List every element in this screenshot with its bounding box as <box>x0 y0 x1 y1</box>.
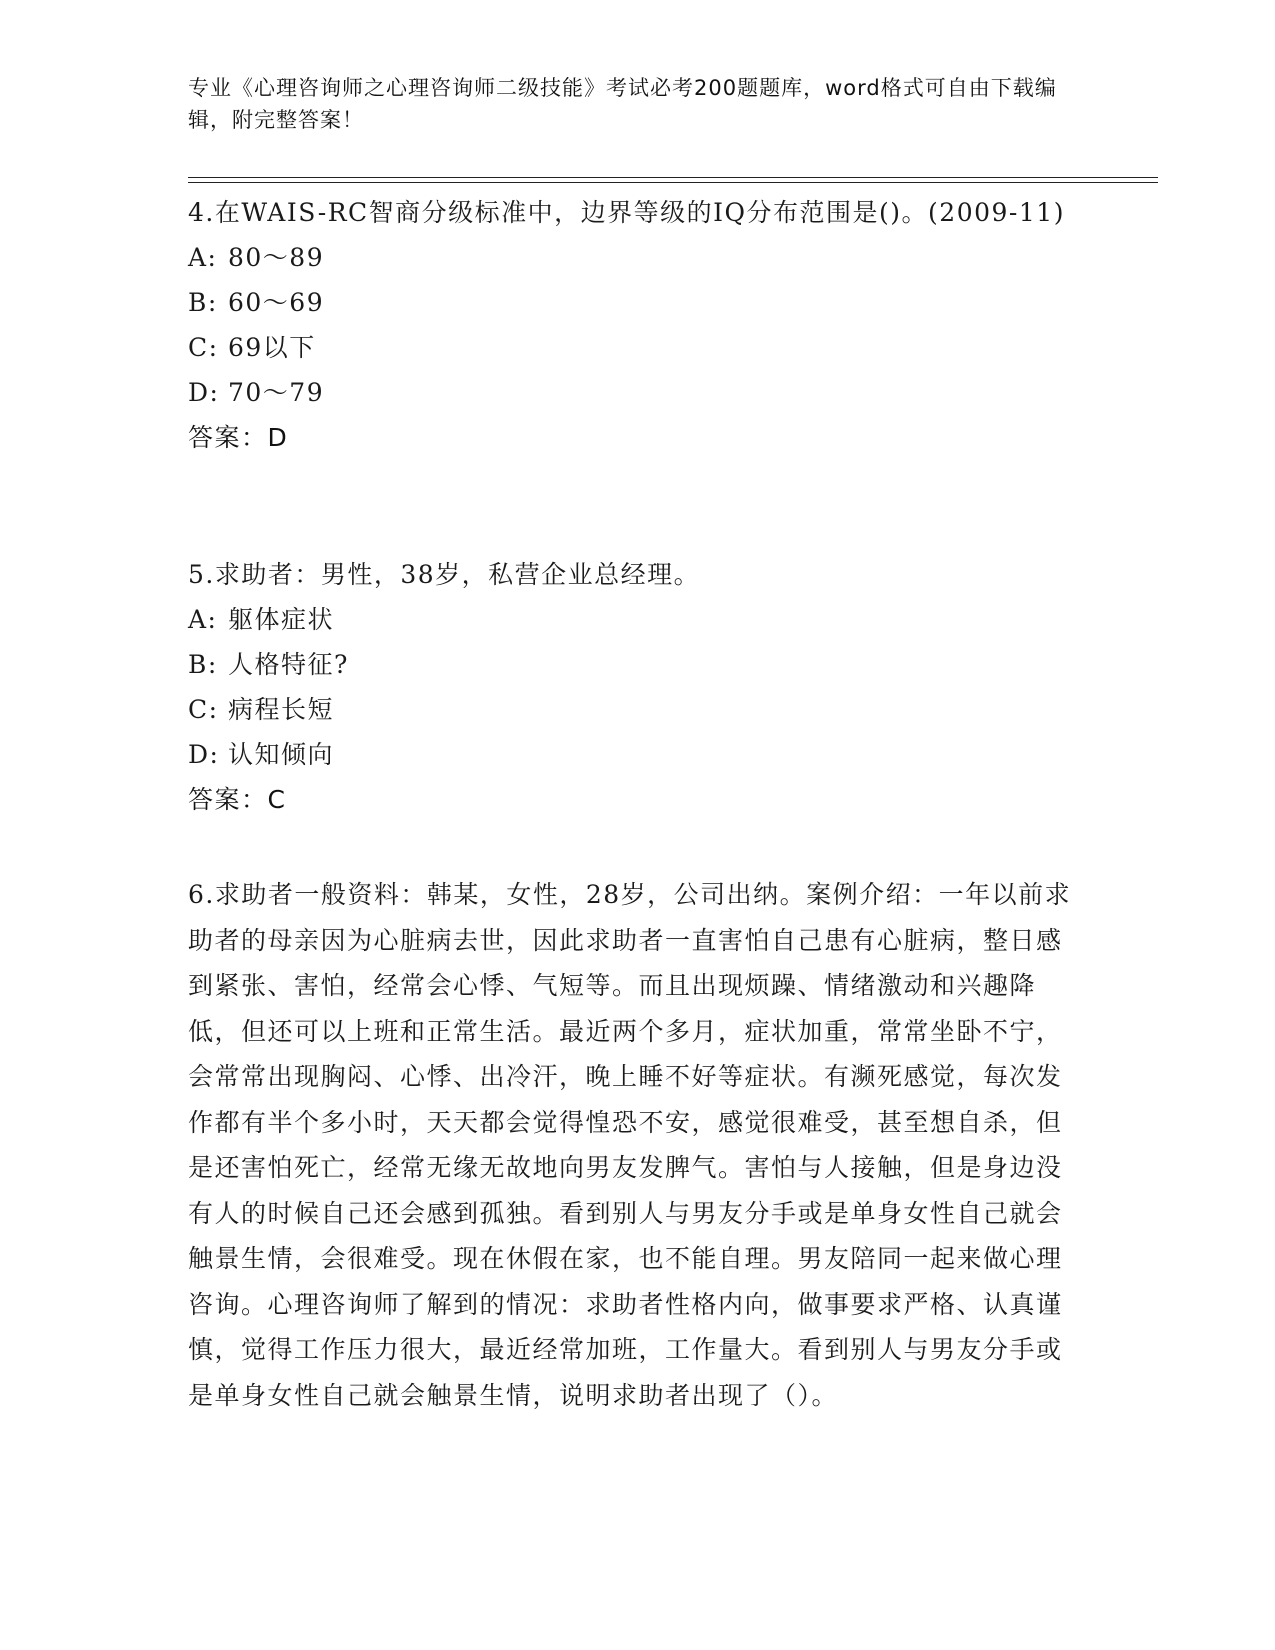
option-text: 69以下 <box>228 333 316 362</box>
option-text: 人格特征? <box>228 650 349 679</box>
option-key: C: <box>188 333 219 362</box>
option-text: 60～69 <box>228 288 325 317</box>
option-key: A: <box>188 605 218 634</box>
answer-line: 答案：D <box>188 423 289 452</box>
option-text: 病程长短 <box>228 695 335 724</box>
question-6 <box>188 872 1073 1418</box>
option-key: B: <box>188 288 218 317</box>
option-text: 80～89 <box>228 243 325 272</box>
answer-line: 答案：C <box>188 785 287 814</box>
option-key: D: <box>188 378 220 407</box>
option-key: C: <box>188 695 219 724</box>
question-4 <box>188 190 1073 460</box>
option-text: 70～79 <box>228 378 325 407</box>
option-text: 躯体症状 <box>228 605 335 634</box>
header-divider-top <box>188 177 1158 178</box>
option-c <box>188 325 1073 370</box>
header-divider-bottom <box>188 182 1158 183</box>
question-stem: 6.求助者一般资料：韩某，女性，28岁，公司出纳。案例介绍：一年以前求助者的母亲因为心脏病去世，因此求助者一直害怕自己患有心脏病，整日感到紧张、害怕，经常会心悸、气短等。而且出现烦躁、情绪激动和兴趣降低，但还可以上班和正常生活。最近两个多月，症状加重，常常坐卧不宁，会常常出现胸闷、心悸、出冷汗，晚上睡不好等症状。有濒死感觉，每次发作都有半个多小时，天天都会觉得惶恐不安，感觉很难受，甚至想自杀，但是还害怕死亡，经常无缘无故地向男友发脾气。害怕与人接触，但是身边没有人的时候自己还会感到孤独。看到别人与男友分手或是单身女性自己就会触景生情，会很难受。现在休假在家，也不能自理。男友陪同一起来做心理咨询。心理咨询师了解到的情况：求助者性格内向，做事要求严格、认真谨慎，觉得工作压力很大，最近经常加班，工作量大。看到别人与男友分手或是单身女性自己就会触景生情，说明求助者出现了（）。 <box>188 880 1072 1410</box>
option-d <box>188 370 1073 415</box>
option-a <box>188 235 1073 280</box>
option-a <box>188 597 1073 642</box>
option-key: D: <box>188 740 220 769</box>
question-stem: 4.在WAIS-RC智商分级标准中，边界等级的IQ分布范围是()。(2009-11) <box>188 198 1065 227</box>
option-key: A: <box>188 243 218 272</box>
option-d <box>188 732 1073 777</box>
option-text: 认知倾向 <box>228 740 335 769</box>
question-5 <box>188 552 1073 822</box>
document-header: 专业《心理咨询师之心理咨询师二级技能》考试必考200题题库，word格式可自由下载编辑，附完整答案！ <box>188 76 1057 132</box>
question-stem: 5.求助者：男性，38岁，私营企业总经理。 <box>188 560 701 589</box>
option-b <box>188 642 1073 687</box>
option-key: B: <box>188 650 218 679</box>
option-c <box>188 687 1073 732</box>
option-b <box>188 280 1073 325</box>
